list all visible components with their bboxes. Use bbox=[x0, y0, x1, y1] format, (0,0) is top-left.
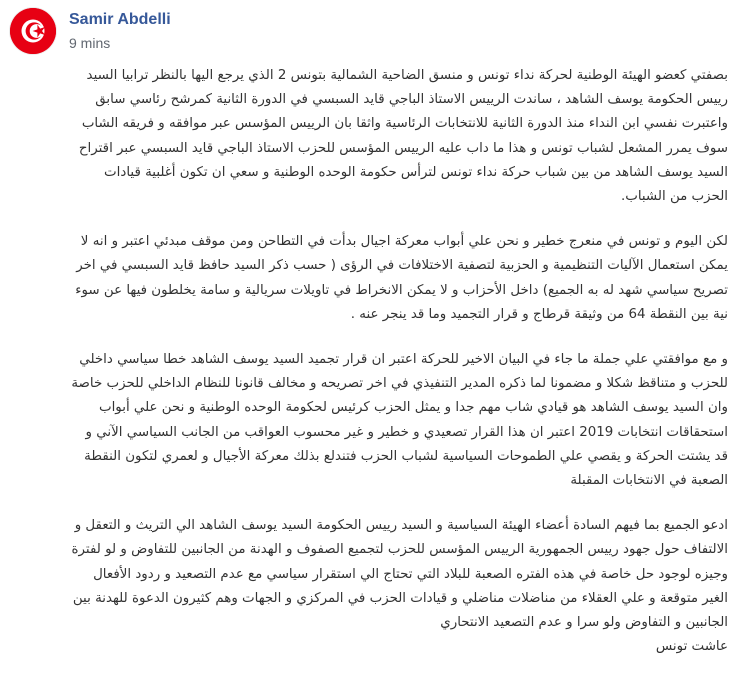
post-paragraph: لكن اليوم و تونس في منعرج خطير و نحن علي أبواب معركة اجيال بدأت في التطاحن ومن موقف مبدئي اعتبر و انه لا يمكن استعمال الآليات التنظيمية و الحزبية لتصفية الاختلافات في الرؤى ( حسب ذكر السيد حافظ قايد السبسي في اخر تصريح سياسي شهد له به الجميع) داخل الأحزاب و لا يمكن الانخراط في تاويلات سريالية و سامة يخلطون فيها عن سوء نية بين النقطة 64 من وثيقة قرطاج و قرار التجميد وما قد ينجر عنه . bbox=[75, 234, 728, 322]
avatar[interactable] bbox=[10, 8, 56, 54]
post-header bbox=[10, 8, 171, 56]
post-timestamp[interactable]: 9 mins bbox=[69, 35, 111, 51]
post-paragraph: ادعو الجميع بما فيهم السادة أعضاء الهيئة السياسية و السيد رييس الحكومة السيد يوسف الشاهد الي التريث و التعقل و الالتفاف حول جهود رييس الجمهورية الرييس المؤسس للحزب لتجميع الصفوف و الهدنة من الجانبين للتفاوض و لو لفترة وجيزه لوجود حل خاصة في هذه الفتره الصعبة للبلاد التي تحتاج الي استقرار سياسي مع عدم التصعيد و ردود الأفعال الغير متوقعة و علي العقلاء من مناضلات مناضلي و قيادات الحزب في المركزي و الجهات وهم كثيرون الدعوة للهدنة بين الجانبين و التفاوض ولو سرا و عدم التصعيد الانتحاري عاشت تونس bbox=[71, 518, 728, 655]
tunisia-flag-icon bbox=[10, 8, 56, 54]
post-paragraph: بصفتي كعضو الهيئة الوطنية لحركة نداء تونس و منسق الضاحية الشمالية بتونس 2 الذي يرجع اليها بالنظر ترابيا السيد رييس الحكومة يوسف الشاهد ، ساندت الرييس الاستاذ الباجي قايد السبسي في الدورة الثانية كمرشح رئاسي سابق واعتبرت نفسي ابن النداء منذ الدورة الثانية للانتخابات الرئاسية واثقا بان الرييس المؤسس عبر موافقه و فريقه الشاب سوف يمرر المشعل لشباب تونس و هذا ما داب عليه الرييس المؤسس للحزب الاستاذ الباجي قايد السبسي عبر اقتراح السيد يوسف الشاهد من بين شباب حركة نداء تونس لترأس حكومة الوحده الوطنية و سعي ان تكون أغلبية قيادات الحزب من الشباب. bbox=[78, 68, 728, 205]
author-name[interactable]: Samir Abdelli bbox=[69, 11, 171, 28]
post-meta bbox=[69, 10, 171, 53]
post-paragraph: و مع موافقتي علي جملة ما جاء في البيان الاخير للحركة اعتبر ان قرار تجميد السيد يوسف الشاهد خطا سياسي داخلي للحزب و متناقظ شكلا و مضمونا لما ذكره المدير التنفيذي في اخر تصريحه و مخالف قانونا للنظام الداخلي للحزب خاصة وان السيد يوسف الشاهد هو قيادي شاب مهم جدا و يمثل الحزب كرئيس لحكومة الوحده الوطنية و نحن علي أبواب استحقاقات انتخابات 2019 اعتبر ان هذا القرار تصعيدي و خطير و غير محسوب العواقب من الجانب السياسي الآني و قد يشتت الحركة و يقصي علي الطموحات السياسية لشباب الحزب فتندلع بذلك معركة الأجيال و لعمري لتكون النقطة الصعبة في الانتخابات المقبلة bbox=[71, 352, 728, 489]
post-body bbox=[70, 64, 728, 659]
